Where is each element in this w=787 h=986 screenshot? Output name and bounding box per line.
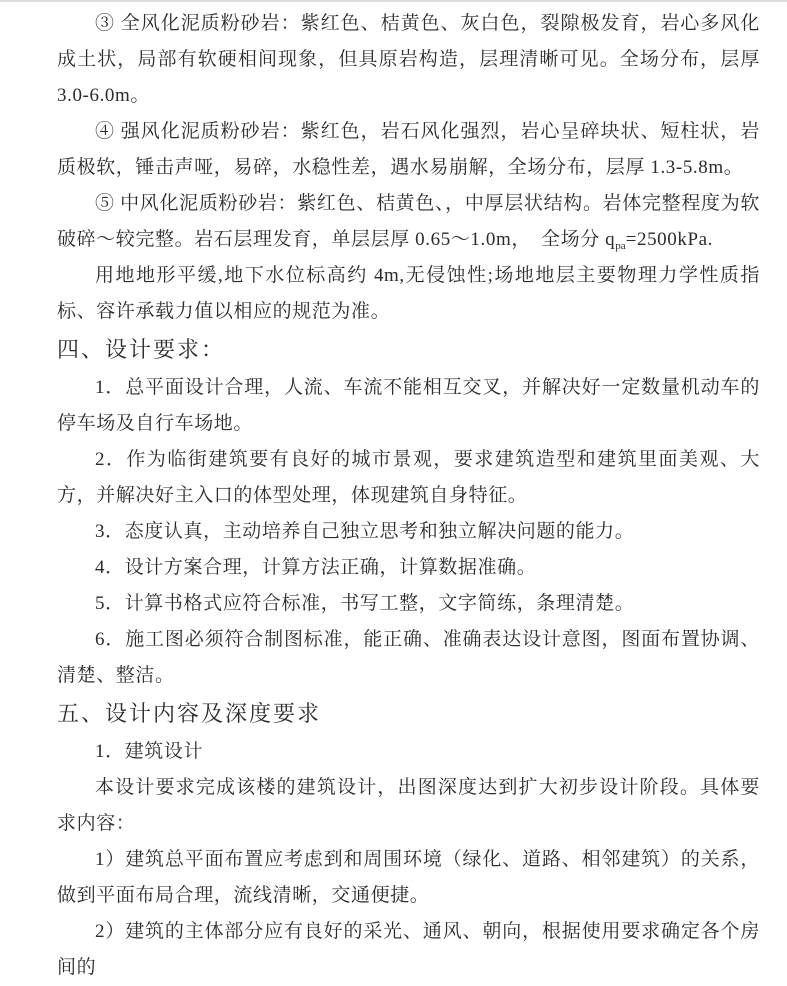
design-requirement-5: 5．计算书格式应符合标准，书写工整，文字简练，条理清楚。 [95,593,635,614]
design-requirement-2: 2．作为临街建筑要有良好的城市景观，要求建筑造型和建筑里面美观、大方，并解决好主入口的体型处理，体现建筑自身特征。 [57,449,760,506]
strata-item-5-tail: =2500kPa. [625,229,714,250]
design-requirement-4: 4．设计方案合理，计算方法正确，计算数据准确。 [95,557,537,578]
strata-item-5 [57,186,760,258]
section-4-heading: 四、设计要求： [57,337,226,362]
design-point-1: 1）建筑总平面布置应考虑到和周围环境（绿化、道路、相邻建筑）的关系，做到平面布局合理，流线清晰，交通便捷。 [57,849,760,906]
qpa-subscript: pa [615,240,626,252]
strata-item-3: ③ 全风化泥质粉砂岩：紫红色、桔黄色、灰白色，裂隙极发育，岩心多风化成土状，局部有软硬相间现象，但具原岩构造，层理清晰可见。全场分布，层厚 3.0-6.0m。 [57,13,760,106]
design-requirement-6: 6．施工图必须符合制图标准，能正确、准确表达设计意图，图面布置协调、清楚、整洁。 [57,629,760,686]
design-requirement-3: 3．态度认真，主动培养自己独立思考和独立解决问题的能力。 [95,521,635,542]
subsection-architecture-design-title: 1．建筑设计 [95,741,204,762]
strata-item-5-text: ⑤ 中风化泥质粉砂岩：紫红色、桔黄色、，中厚层状结构。岩体完整程度为软破碎～较完整。岩石层理发育，单层层厚 0.65～1.0m， 全场分 q [57,193,760,250]
design-point-2: 2）建筑的主体部分应有良好的采光、通风、朝向，根据使用要求确定各个房间的 [57,921,760,978]
design-requirement-1: 1．总平面设计合理，人流、车流不能相互交叉，并解决好一定数量机动车的停车场及自行车场地。 [57,377,760,434]
section-5-heading: 五、设计内容及深度要求 [57,701,322,726]
strata-item-4: ④ 强风化泥质粉砂岩：紫红色，岩石风化强烈，岩心呈碎块状、短柱状，岩质极软，锤击声哑，易碎，水稳性差，遇水易崩解，全场分布，层厚 1.3-5.8m。 [57,121,760,178]
design-intro-paragraph: 本设计要求完成该楼的建筑设计，出图深度达到扩大初步设计阶段。具体要求内容： [57,777,760,834]
site-conditions-paragraph: 用地地形平缓,地下水位标高约 4m,无侵蚀性;场地地层主要物理力学性质指标、容许承载力值以相应的规范为准。 [57,265,760,322]
